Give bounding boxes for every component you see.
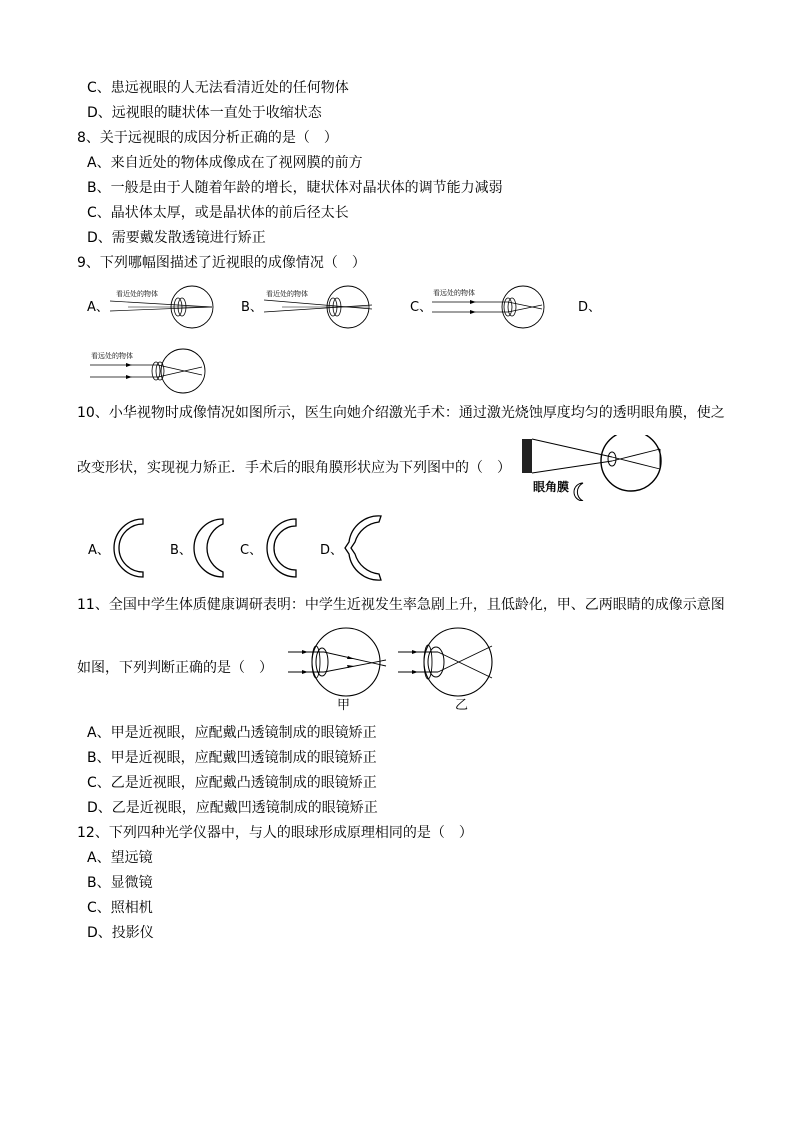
q9-option-a-label: A、 (87, 300, 109, 315)
question-10-line1: 10、小华视物时成像情况如图所示，医生向她介绍激光手术：通过激光烧蚀厚度均匀的透明眼角膜，使之 (77, 405, 725, 421)
q9-caption-a: 看近处的物体 (116, 290, 158, 298)
question-12: 12、下列四种光学仪器中，与人的眼球形成原理相同的是（ ） (77, 825, 473, 841)
q10-shape-a (108, 516, 148, 580)
q9-option-d-label: D、 (578, 300, 602, 315)
q11-label-jia: 甲 (337, 698, 351, 713)
q9-diagram-a (108, 285, 218, 330)
q9-option-c-label: C、 (410, 300, 433, 315)
q9-option-b-label: B、 (241, 300, 263, 315)
q9-caption-b: 看近处的物体 (266, 290, 308, 298)
q10-option-a-label: A、 (88, 543, 110, 558)
question-11-line2: 如图，下列判断正确的是（ ） (77, 660, 273, 676)
q9-caption-c: 看远处的物体 (433, 289, 475, 297)
q12-option-d: D、投影仪 (87, 925, 154, 941)
q11-option-d: D、乙是近视眼，应配戴凹透镜制成的眼镜矫正 (87, 800, 378, 816)
q9-diagram-d (88, 345, 208, 395)
q11-option-c: C、乙是近视眼，应配戴凸透镜制成的眼镜矫正 (87, 775, 377, 791)
q7-option-c: C、患远视眼的人无法看清近处的任何物体 (87, 80, 349, 96)
q11-eye-yi (398, 626, 498, 698)
question-8: 8、关于远视眼的成因分析正确的是（ ） (77, 130, 338, 146)
q11-label-yi: 乙 (455, 698, 469, 713)
q9-diagram-c (430, 284, 550, 330)
q10-shape-d (343, 514, 385, 582)
q10-option-b-label: B、 (170, 543, 192, 558)
q8-option-b: B、一般是由于人随着年龄的增长，睫状体对晶状体的调节能力减弱 (87, 180, 503, 196)
q9-caption-d: 看远处的物体 (91, 352, 133, 360)
q8-option-c: C、晶状体太厚，或是晶状体的前后径太长 (87, 205, 349, 221)
q10-eye-figure (517, 435, 667, 501)
q9-diagram-b (262, 285, 374, 330)
q7-option-d: D、远视眼的睫状体一直处于收缩状态 (87, 105, 322, 121)
q12-option-b: B、显微镜 (87, 875, 153, 891)
q8-option-d: D、需要戴发散透镜进行矫正 (87, 230, 266, 246)
q10-shape-c (258, 516, 300, 580)
question-10-line2: 改变形状，实现视力矫正．手术后的眼角膜形状应为下列图中的（ ） (77, 460, 511, 476)
q11-option-b: B、甲是近视眼，应配戴凹透镜制成的眼镜矫正 (87, 750, 377, 766)
q10-option-c-label: C、 (240, 543, 263, 558)
q8-option-a: A、来自近处的物体成像成在了视网膜的前方 (87, 155, 363, 171)
q12-option-a: A、望远镜 (87, 850, 153, 866)
question-11-line1: 11、全国中学生体质健康调研表明：中学生近视发生率急剧上升，且低龄化，甲、乙两眼睛的成像示意图 (77, 597, 725, 613)
question-9: 9、下列哪幅图描述了近视眼的成像情况（ ） (77, 255, 366, 271)
q11-option-a: A、甲是近视眼，应配戴凸透镜制成的眼镜矫正 (87, 725, 377, 741)
cornea-label: 眼角膜 (533, 480, 570, 494)
q11-eye-jia (288, 626, 388, 698)
q10-shape-b (188, 516, 228, 580)
q12-option-c: C、照相机 (87, 900, 153, 916)
q10-option-d-label: D、 (320, 543, 344, 558)
